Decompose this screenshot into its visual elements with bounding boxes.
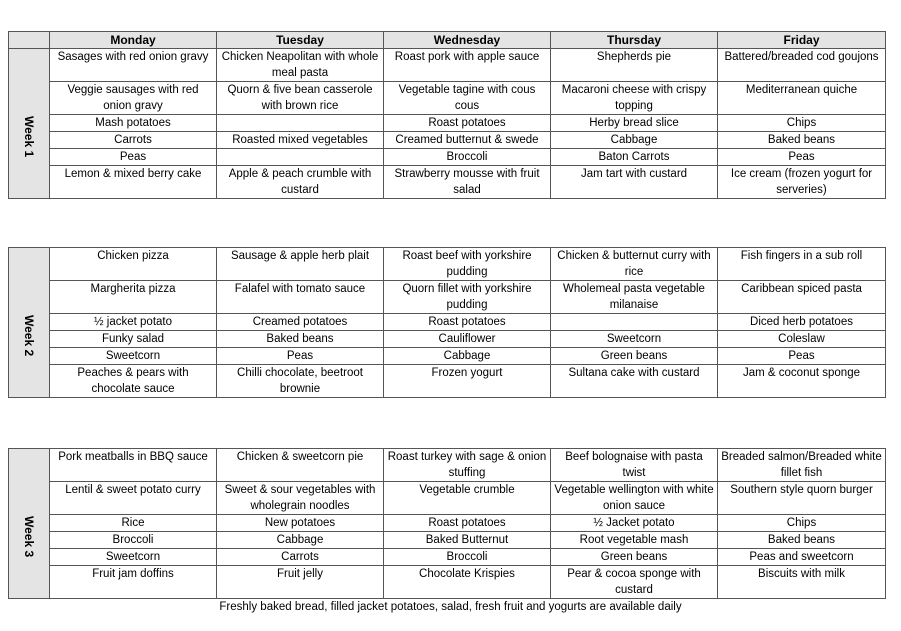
menu-cell-wednesday: Creamed butternut & swede	[384, 132, 551, 149]
menu-cell-wednesday: Cabbage	[384, 348, 551, 365]
day-header: Monday	[50, 32, 217, 49]
menu-cell-wednesday: Roast beef with yorkshire pudding	[384, 248, 551, 281]
menu-cell-wednesday: Baked Butternut	[384, 532, 551, 549]
menu-cell-friday: Mediterranean quiche	[718, 82, 886, 115]
menu-cell-wednesday: Broccoli	[384, 149, 551, 166]
menu-cell-tuesday: Chicken Neapolitan with whole meal pasta	[217, 49, 384, 82]
week-label-cell	[9, 49, 50, 199]
table-row	[9, 248, 886, 281]
menu-cell-friday: Breaded salmon/Breaded white fillet fish	[718, 449, 886, 482]
menu-cell-tuesday	[217, 149, 384, 166]
table-row	[9, 532, 886, 549]
menu-cell-thursday: Macaroni cheese with crispy topping	[551, 82, 718, 115]
menu-cell-tuesday: Chilli chocolate, beetroot brownie	[217, 365, 384, 398]
menu-cell-wednesday: Roast potatoes	[384, 115, 551, 132]
menu-cell-monday: Chicken pizza	[50, 248, 217, 281]
menu-cell-wednesday: Vegetable crumble	[384, 482, 551, 515]
menu-cell-thursday: Green beans	[551, 348, 718, 365]
menu-cell-friday: Fish fingers in a sub roll	[718, 248, 886, 281]
menu-cell-friday: Coleslaw	[718, 331, 886, 348]
menu-cell-monday: Lentil & sweet potato curry	[50, 482, 217, 515]
week-label: Week 2	[22, 314, 36, 356]
menu-cell-tuesday: New potatoes	[217, 515, 384, 532]
menu-cell-tuesday: Roasted mixed vegetables	[217, 132, 384, 149]
menu-cell-monday: Sasages with red onion gravy	[50, 49, 217, 82]
day-header: Thursday	[551, 32, 718, 49]
menu-cell-friday: Peas	[718, 348, 886, 365]
table-row	[9, 281, 886, 314]
table-row	[9, 365, 886, 398]
menu-cell-friday: Peas	[718, 149, 886, 166]
week-2-table	[8, 247, 886, 398]
menu-cell-wednesday: Frozen yogurt	[384, 365, 551, 398]
menu-cell-tuesday	[217, 115, 384, 132]
menu-cell-wednesday: Roast potatoes	[384, 314, 551, 331]
table-row	[9, 549, 886, 566]
menu-cell-thursday: Root vegetable mash	[551, 532, 718, 549]
menu-cell-tuesday: Cabbage	[217, 532, 384, 549]
menu-cell-tuesday: Carrots	[217, 549, 384, 566]
table-row	[9, 166, 886, 199]
menu-cell-wednesday: Cauliflower	[384, 331, 551, 348]
menu-cell-tuesday: Chicken & sweetcorn pie	[217, 449, 384, 482]
table-row	[9, 482, 886, 515]
menu-cell-tuesday: Sweet & sour vegetables with wholegrain noodles	[217, 482, 384, 515]
footer-note: Freshly baked bread, filled jacket potatoes, salad, fresh fruit and yogurts are available daily	[219, 601, 682, 613]
week-label: Week 1	[22, 115, 36, 157]
menu-cell-monday: Broccoli	[50, 532, 217, 549]
menu-cell-friday: Jam & coconut sponge	[718, 365, 886, 398]
menu-cell-monday: Carrots	[50, 132, 217, 149]
menu-cell-tuesday: Falafel with tomato sauce	[217, 281, 384, 314]
header-corner	[9, 32, 50, 49]
menu-cell-thursday: Sweetcorn	[551, 331, 718, 348]
menu-cell-thursday: Baton Carrots	[551, 149, 718, 166]
menu-cell-monday: Sweetcorn	[50, 348, 217, 365]
menu-cell-friday: Caribbean spiced pasta	[718, 281, 886, 314]
menu-cell-tuesday: Fruit jelly	[217, 566, 384, 599]
menu-cell-friday: Peas and sweetcorn	[718, 549, 886, 566]
table-row	[9, 132, 886, 149]
menu-cell-wednesday: Broccoli	[384, 549, 551, 566]
menu-cell-thursday: ½ Jacket potato	[551, 515, 718, 532]
menu-cell-friday: Chips	[718, 515, 886, 532]
week-3-table	[8, 448, 886, 599]
menu-cell-thursday: Shepherds pie	[551, 49, 718, 82]
menu-cell-monday: Pork meatballs in BBQ sauce	[50, 449, 217, 482]
menu-cell-tuesday: Baked beans	[217, 331, 384, 348]
menu-cell-wednesday: Quorn fillet with yorkshire pudding	[384, 281, 551, 314]
menu-cell-monday: Veggie sausages with red onion gravy	[50, 82, 217, 115]
menu-cell-friday: Biscuits with milk	[718, 566, 886, 599]
menu-cell-thursday: Cabbage	[551, 132, 718, 149]
menu-cell-monday: Mash potatoes	[50, 115, 217, 132]
menu-cell-friday: Ice cream (frozen yogurt for serveries)	[718, 166, 886, 199]
menu-cell-thursday: Vegetable wellington with white onion sauce	[551, 482, 718, 515]
table-row	[9, 449, 886, 482]
menu-cell-monday: Fruit jam doffins	[50, 566, 217, 599]
table-row	[9, 149, 886, 166]
table-row	[9, 348, 886, 365]
menu-cell-thursday: Beef bolognaise with pasta twist	[551, 449, 718, 482]
menu-cell-thursday: Herby bread slice	[551, 115, 718, 132]
menu-cell-tuesday: Creamed potatoes	[217, 314, 384, 331]
menu-cell-wednesday: Strawberry mousse with fruit salad	[384, 166, 551, 199]
menu-cell-monday: Sweetcorn	[50, 549, 217, 566]
menu-cell-thursday: Sultana cake with custard	[551, 365, 718, 398]
week-label-cell	[9, 449, 50, 599]
week-label-cell	[9, 248, 50, 398]
menu-cell-monday: Funky salad	[50, 331, 217, 348]
menu-cell-wednesday: Roast potatoes	[384, 515, 551, 532]
menu-cell-thursday: Jam tart with custard	[551, 166, 718, 199]
menu-cell-friday: Baked beans	[718, 132, 886, 149]
menu-cell-thursday: Chicken & butternut curry with rice	[551, 248, 718, 281]
table-row	[9, 331, 886, 348]
menu-cell-monday: Lemon & mixed berry cake	[50, 166, 217, 199]
day-header-row	[9, 32, 886, 49]
menu-cell-friday: Southern style quorn burger	[718, 482, 886, 515]
table-row	[9, 115, 886, 132]
menu-cell-friday: Battered/breaded cod goujons	[718, 49, 886, 82]
menu-cell-wednesday: Roast pork with apple sauce	[384, 49, 551, 82]
menu-cell-thursday: Green beans	[551, 549, 718, 566]
menu-cell-thursday: Pear & cocoa sponge with custard	[551, 566, 718, 599]
menu-cell-friday: Baked beans	[718, 532, 886, 549]
table-row	[9, 566, 886, 599]
menu-cell-thursday: Wholemeal pasta vegetable milanaise	[551, 281, 718, 314]
menu-cell-friday: Diced herb potatoes	[718, 314, 886, 331]
menu-cell-tuesday: Peas	[217, 348, 384, 365]
day-header: Friday	[718, 32, 886, 49]
menu-cell-wednesday: Vegetable tagine with cous cous	[384, 82, 551, 115]
menu-cell-monday: Peaches & pears with chocolate sauce	[50, 365, 217, 398]
menu-cell-tuesday: Apple & peach crumble with custard	[217, 166, 384, 199]
menu-cell-tuesday: Sausage & apple herb plait	[217, 248, 384, 281]
menu-cell-wednesday: Chocolate Krispies	[384, 566, 551, 599]
menu-cell-wednesday: Roast turkey with sage & onion stuffing	[384, 449, 551, 482]
table-row	[9, 314, 886, 331]
day-header: Tuesday	[217, 32, 384, 49]
menu-cell-friday: Chips	[718, 115, 886, 132]
menu-cell-monday: Peas	[50, 149, 217, 166]
table-row	[9, 49, 886, 82]
menu-cell-monday: Rice	[50, 515, 217, 532]
week-label: Week 3	[22, 515, 36, 557]
table-row	[9, 515, 886, 532]
day-header: Wednesday	[384, 32, 551, 49]
menu-cell-monday: Margherita pizza	[50, 281, 217, 314]
menu-cell-tuesday: Quorn & five bean casserole with brown rice	[217, 82, 384, 115]
table-row	[9, 82, 886, 115]
menu-cell-monday: ½ jacket potato	[50, 314, 217, 331]
menu-cell-thursday	[551, 314, 718, 331]
week-1-table	[8, 31, 886, 199]
